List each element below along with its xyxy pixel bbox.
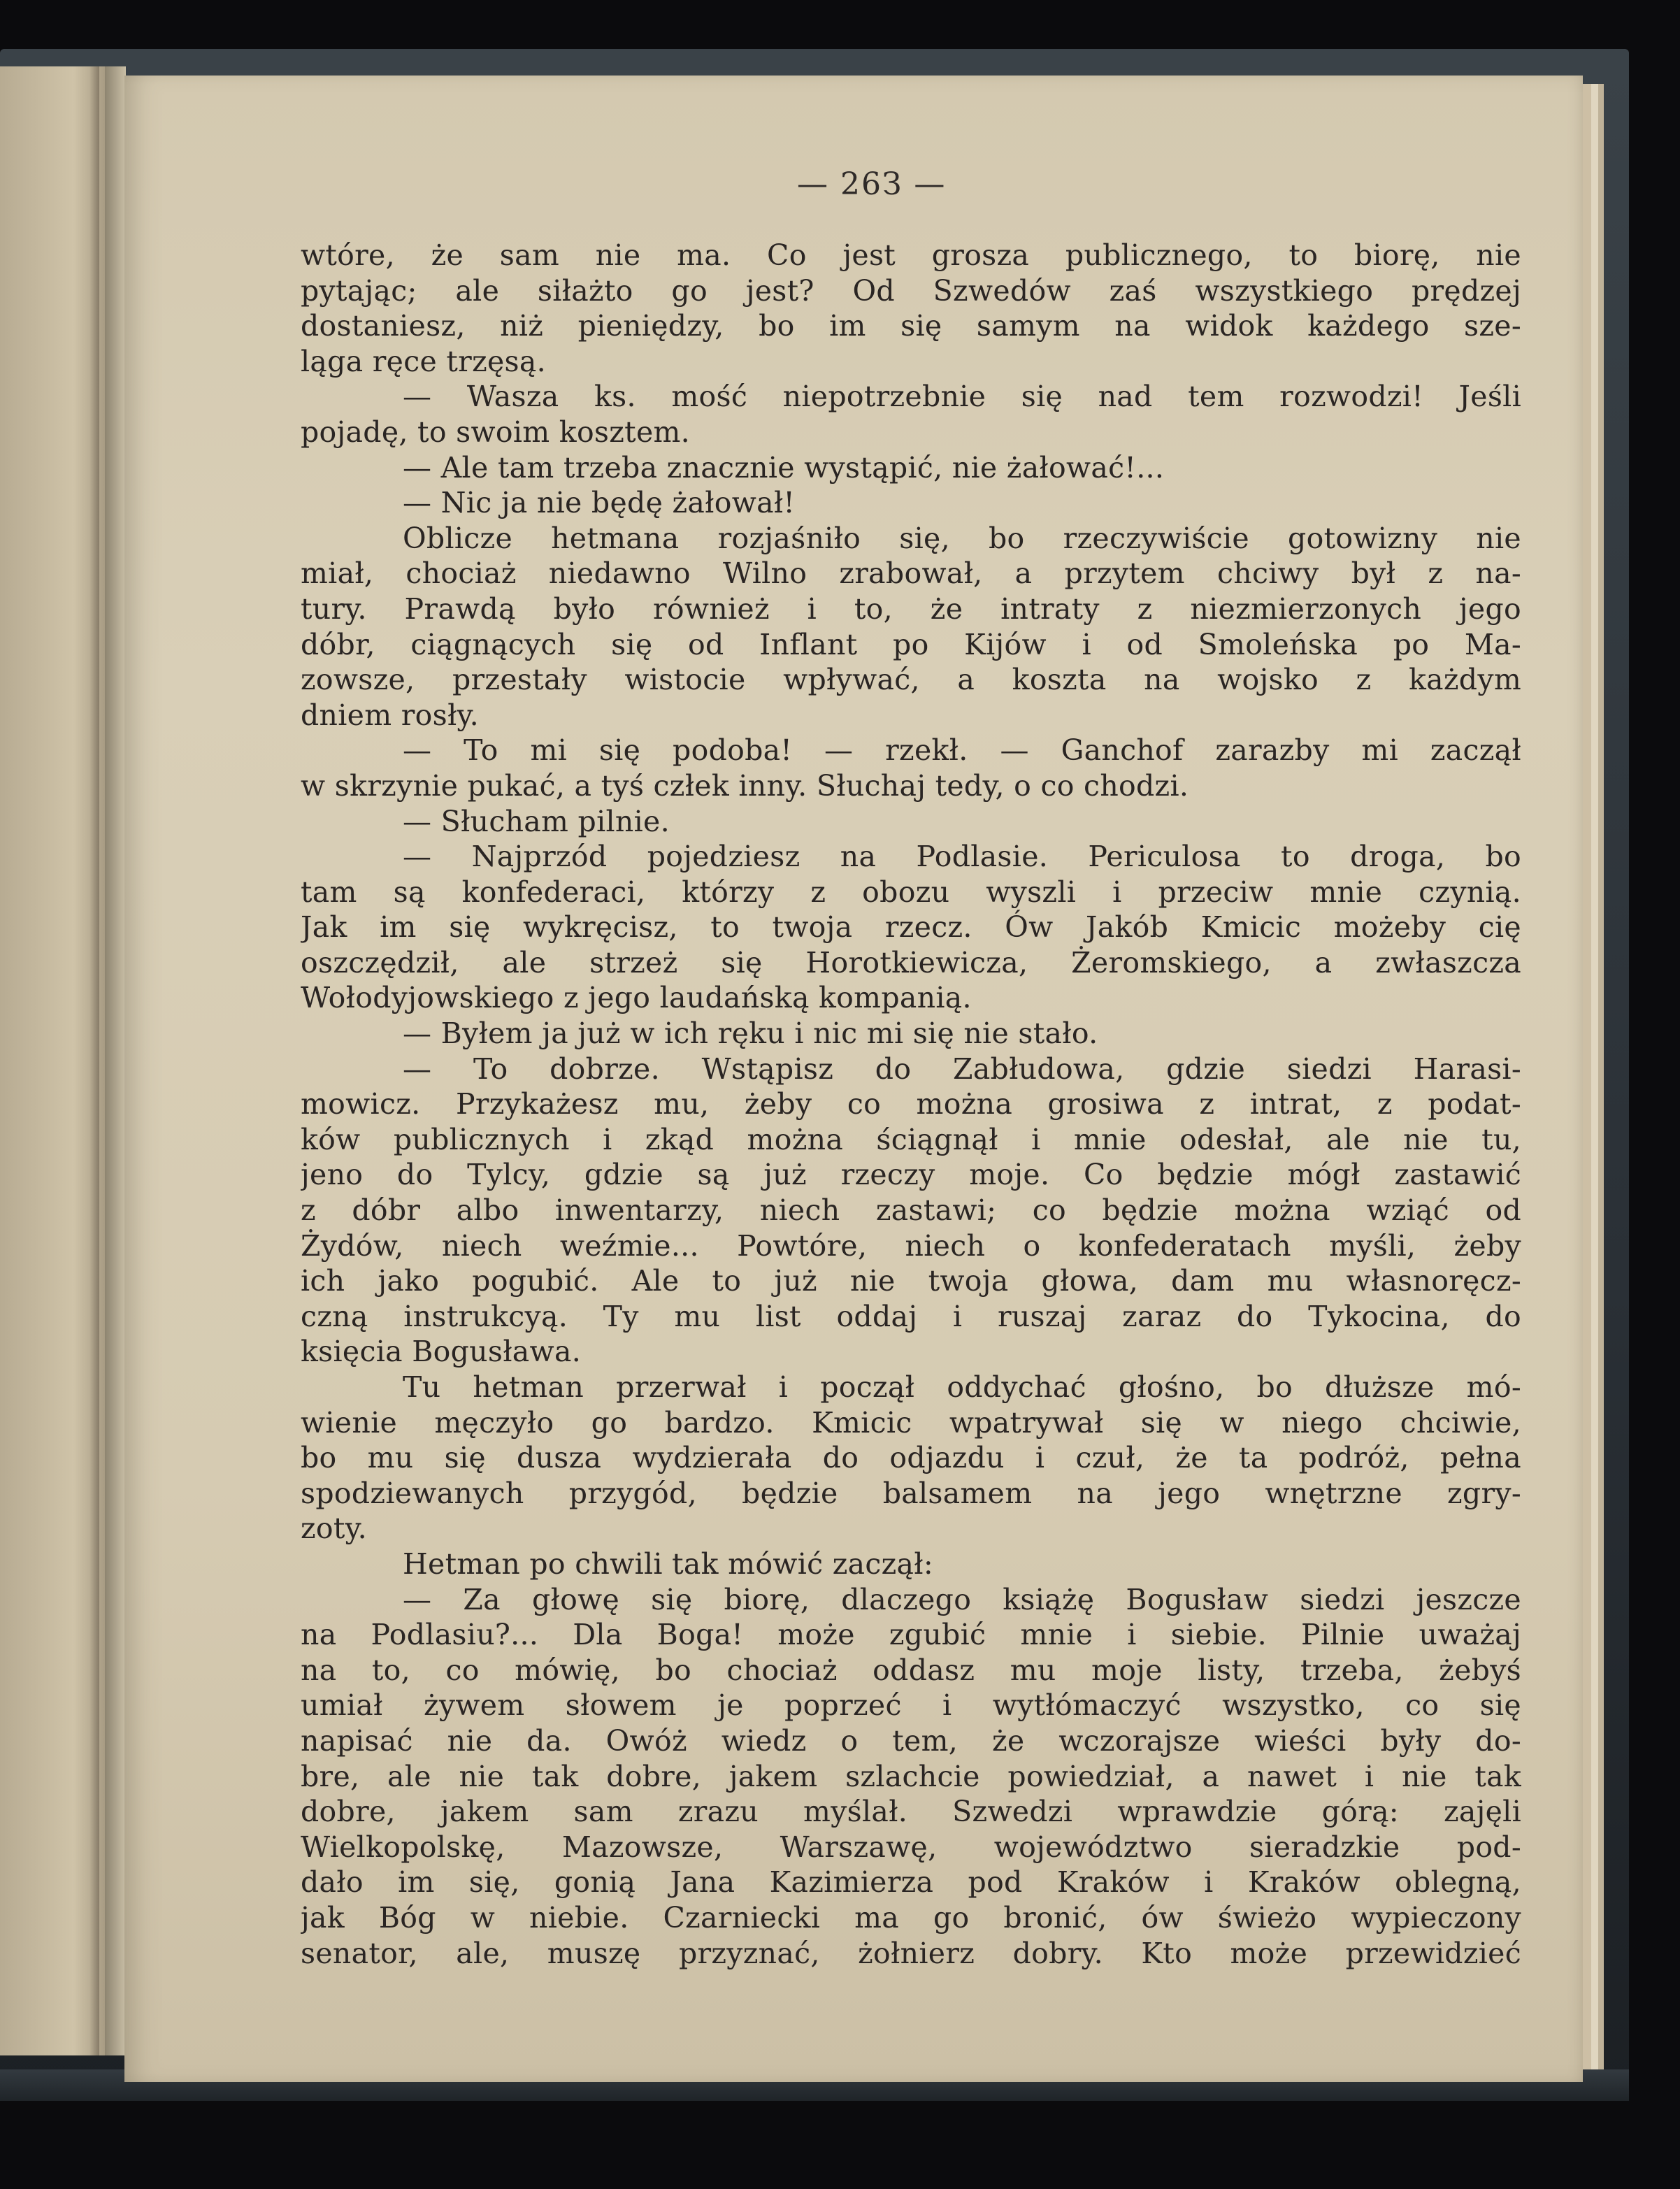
text-line: tam są konfederaci, którzy z obozu wyszli i przeciw mnie czynią. [301,875,1521,909]
text-line: — Najprzód pojedziesz na Podlasie. Periculosa to droga, bo [403,840,1521,874]
page-edge-strip [1591,84,1598,2069]
book-gutter [105,66,126,2055]
body-text [301,238,1521,1971]
text-line: Wołodyjowskiego z jego laudańską kompanią. [301,981,972,1015]
text-line: ląga ręce trzęsą. [301,344,546,378]
text-line: bo mu się dusza wydzierała do odjazdu i czuł, że ta podróż, pełna [301,1441,1521,1475]
text-line: zowsze, przestały wistocie wpływać, a koszta na wojsko z każdym [301,663,1521,697]
text-line: — Słucham pilnie. [403,804,670,838]
text-line: spodziewanych przygód, będzie balsamem na jego wnętrzne zgry- [301,1476,1521,1510]
text-line: — Wasza ks. mość niepotrzebnie się nad tem rozwodzi! Jeśli [403,380,1521,414]
text-line: mowicz. Przykażesz mu, żeby co można grosiwa z intrat, z podat- [301,1087,1521,1121]
text-line: miał, chociaż niedawno Wilno zrabował, a przytem chciwy był z na- [301,557,1521,591]
text-line: umiał żywem słowem je poprzeć i wytłómaczyć wszystko, co się [301,1688,1521,1723]
page-edge-strip [1598,84,1604,2069]
text-line: Hetman po chwili tak mówić zaczął: [403,1546,933,1581]
text-line: — Nic ja nie będę żałował! [403,486,796,520]
text-line: Jak im się wykręcisz, to twoja rzecz. Ów Jakób Kmicic możeby cię [301,910,1521,945]
text-line: senator, ale, muszę przyznać, żołnierz dobry. Kto może przewidzieć [301,1936,1521,1970]
text-line: — To dobrze. Wstąpisz do Zabłudowa, gdzie siedzi Harasi- [403,1052,1521,1086]
text-line: Oblicze hetmana rozjaśniło się, bo rzeczywiście gotowizny nie [403,521,1521,555]
left-page-edge [0,66,107,2055]
page-edge-strip [1581,84,1591,2069]
text-line: bre, ale nie tak dobre, jakem szlachcie powiedział, a nawet i nie tak [301,1759,1521,1793]
text-line: dało im się, gonią Jana Kazimierza pod Kraków i Kraków oblegną, [301,1865,1521,1900]
text-line: dostaniesz, niż pieniędzy, bo im się samym na widok każdego sze- [301,309,1521,343]
text-line: dobre, jakem sam zrazu myślał. Szwedzi wprawdzie górą: zajęli [301,1795,1521,1829]
text-line: Tu hetman przerwał i począł oddychać głośno, bo dłuższe mó- [403,1370,1521,1404]
text-line: dóbr, ciągnących się od Inflant po Kijów i od Smoleńska po Ma- [301,627,1521,661]
text-line: pojadę, to swoim kosztem. [301,415,691,449]
text-line: Wielkopolskę, Mazowsze, Warszawę, województwo sieradzkie pod- [301,1830,1521,1864]
text-line: pytając; ale siłażto go jest? Od Szwedów zaś wszystkiego prędzej [301,273,1521,308]
text-line: — Byłem ja już w ich ręku i nic mi się nie stało. [403,1017,1098,1051]
text-line: Żydów, niech weźmie... Powtóre, niech o konfederatach myśli, żeby [301,1228,1521,1263]
text-line: jak Bóg w niebie. Czarniecki ma go bronić, ów świeżo wypieczony [301,1900,1521,1935]
text-line: wtóre, że sam nie ma. Co jest grosza publicznego, to biorę, nie [301,238,1521,272]
text-line: na Podlasiu?... Dla Boga! może zgubić mnie i siebie. Pilnie uważaj [301,1618,1521,1652]
text-line: na to, co mówię, bo chociaż oddasz mu moje listy, trzeba, żebyś [301,1653,1521,1687]
text-line: ich jako pogubić. Ale to już nie twoja głowa, dam mu własnoręcz- [301,1264,1521,1298]
text-line: oszczędził, ale strzeż się Horotkiewicza, Żeromskiego, a zwłaszcza [301,945,1521,979]
text-line: w skrzynie pukać, a tyś człek inny. Słuchaj tedy, o co chodzi. [301,768,1189,803]
text-line: ków publicznych i zkąd można ściągnął i mnie odesłał, ale nie tu, [301,1122,1521,1156]
text-line: czną instrukcyą. Ty mu list oddaj i ruszaj zaraz do Tykocina, do [301,1299,1521,1333]
text-line: — To mi się podoba! — rzekł. — Ganchof zarazby mi zaczął [403,733,1521,768]
text-line: jeno do Tylcy, gdzie są już rzeczy moje. Co będzie mógł zastawić [301,1158,1521,1192]
text-line: z dóbr albo inwentarzy, niech zastawi; co będzie można wziąć od [301,1193,1521,1228]
page-number: — 26З — [797,166,947,202]
text-line: tury. Prawdą było również i to, że intraty z niezmierzonych jego [301,591,1521,626]
text-line: zoty. [301,1512,368,1546]
text-line: dniem rosły. [301,698,479,732]
text-line: — Ale tam trzeba znacznie wystąpić, nie żałować!... [403,450,1165,485]
text-line: wienie męczyło go bardzo. Kmicic wpatrywał się w niego chciwie, [301,1405,1521,1440]
text-line: księcia Bogusława. [301,1335,582,1369]
text-line: — Za głowę się biorę, dlaczego książę Bogusław siedzi jeszcze [403,1582,1521,1616]
text-line: napisać nie da. Owóż wiedz o tem, że wczorajsze wieści były do- [301,1723,1521,1758]
